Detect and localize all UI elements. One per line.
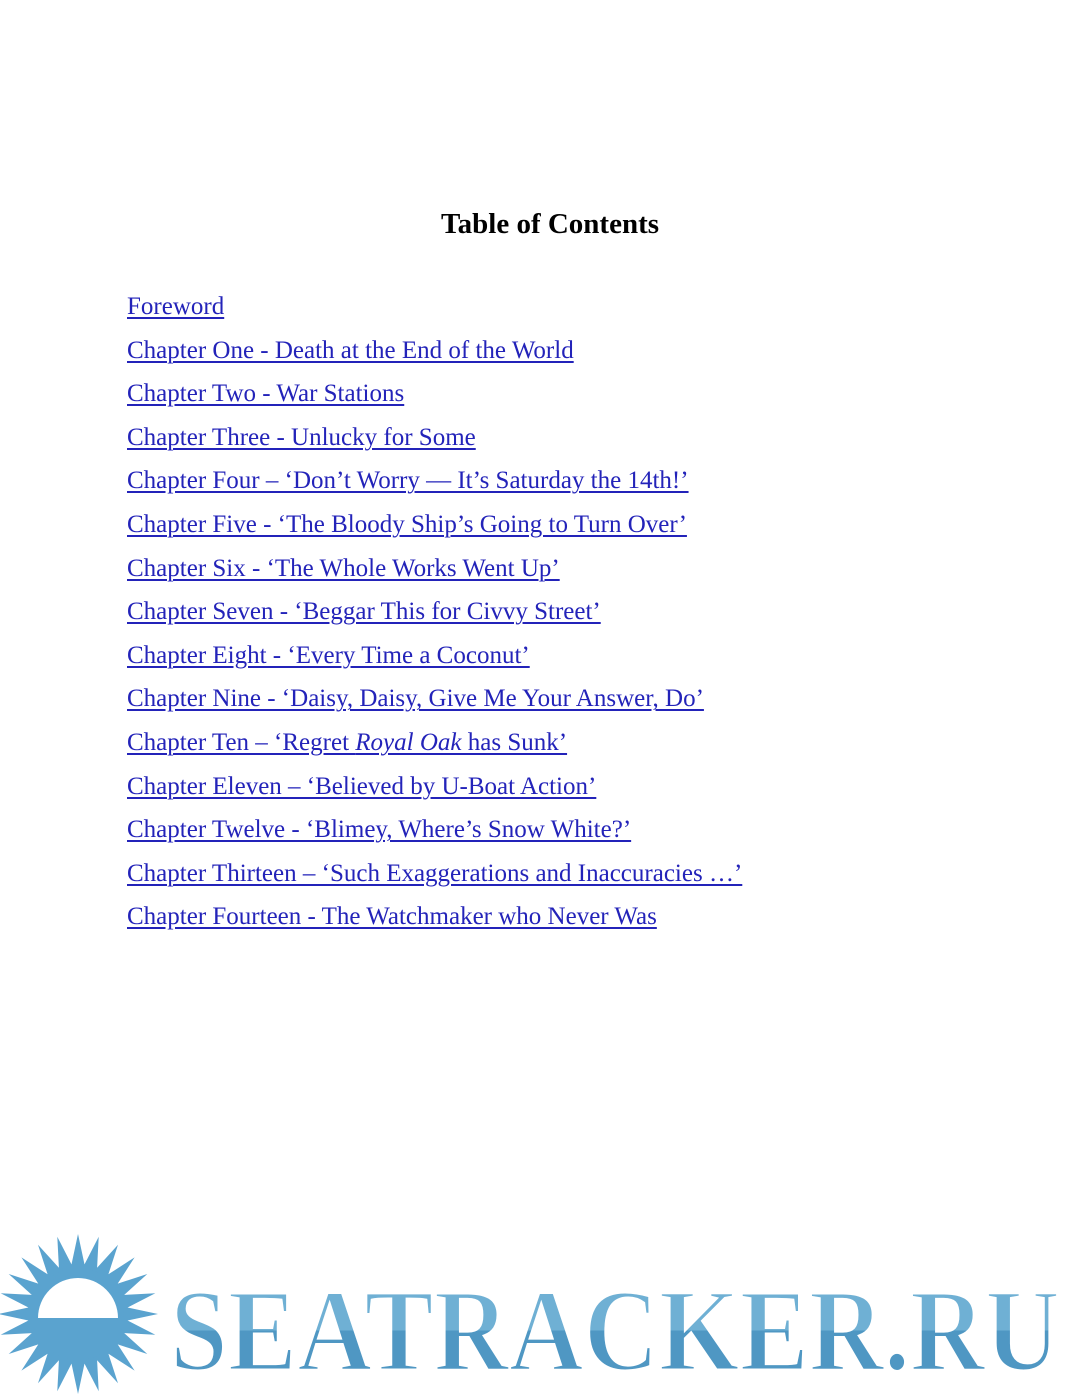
sun-icon: [0, 1234, 158, 1394]
toc-link[interactable]: [127, 903, 657, 930]
toc-item: [127, 290, 742, 334]
toc-link[interactable]: [127, 293, 224, 320]
toc-item: [127, 726, 742, 770]
toc-item: [127, 334, 742, 378]
toc-link-text: Foreword: [127, 293, 225, 320]
toc-link-text: Chapter Twelve - ‘Blimey, Where’s Snow White?’: [127, 816, 632, 844]
toc-item: [127, 770, 742, 814]
watermark-text: SEATRACKER.RU: [170, 1265, 1060, 1396]
toc-item: [127, 552, 742, 596]
toc-link-text: Chapter Thirteen – ‘Such Exaggerations and Inaccuracies …’: [127, 859, 743, 887]
toc-link[interactable]: [127, 380, 404, 407]
toc-link-text: Chapter Two - War Stations: [127, 380, 405, 408]
toc-link[interactable]: [127, 860, 742, 887]
toc-link-text: Chapter Eleven – ‘Believed by U-Boat Action’: [127, 772, 597, 800]
toc-link-text: Chapter Nine - ‘Daisy, Daisy, Give Me Your Answer, Do’: [127, 685, 704, 713]
toc-item: [127, 421, 742, 465]
page-title: Table of Contents: [440, 208, 660, 240]
toc-link-text: Chapter Ten – ‘Regret: [127, 728, 356, 756]
toc-link[interactable]: [127, 555, 560, 582]
toc-link[interactable]: [127, 642, 530, 669]
toc-link[interactable]: [127, 729, 567, 756]
toc-link-text: Chapter One - Death at the End of the World: [127, 336, 574, 364]
toc-item: [127, 900, 742, 944]
toc-item: [127, 595, 742, 639]
toc-link[interactable]: [127, 424, 476, 451]
toc-item: [127, 464, 742, 508]
toc-link-text: Chapter Four – ‘Don’t Worry — It’s Saturday the 14th!’: [127, 467, 689, 495]
toc-link[interactable]: [127, 337, 574, 364]
toc-link-text: Chapter Five - ‘The Bloody Ship’s Going to Turn Over’: [127, 510, 687, 538]
toc-item: [127, 857, 742, 901]
toc-link-text: Chapter Seven - ‘Beggar This for Civvy Street’: [127, 598, 601, 626]
toc-link-italic-text: Royal Oak: [355, 728, 462, 756]
toc-link[interactable]: [127, 511, 687, 538]
toc-link-text: Chapter Fourteen - The Watchmaker who Never Was: [127, 903, 657, 931]
toc-link[interactable]: [127, 773, 596, 800]
seatracker-watermark: [0, 1230, 1080, 1397]
toc-link[interactable]: [127, 598, 601, 625]
toc-item: [127, 639, 742, 683]
toc-link-text: Chapter Three - Unlucky for Some: [127, 423, 476, 451]
toc-link-text: Chapter Six - ‘The Whole Works Went Up’: [127, 554, 560, 582]
table-of-contents: [127, 290, 742, 944]
toc-link-text: has Sunk’: [461, 728, 568, 756]
toc-item: [127, 377, 742, 421]
toc-item: [127, 508, 742, 552]
toc-link-text: Chapter Eight - ‘Every Time a Coconut’: [127, 641, 530, 669]
toc-item: [127, 813, 742, 857]
toc-item: [127, 682, 742, 726]
toc-link[interactable]: [127, 816, 631, 843]
toc-link[interactable]: [127, 685, 704, 712]
toc-link[interactable]: [127, 467, 689, 494]
